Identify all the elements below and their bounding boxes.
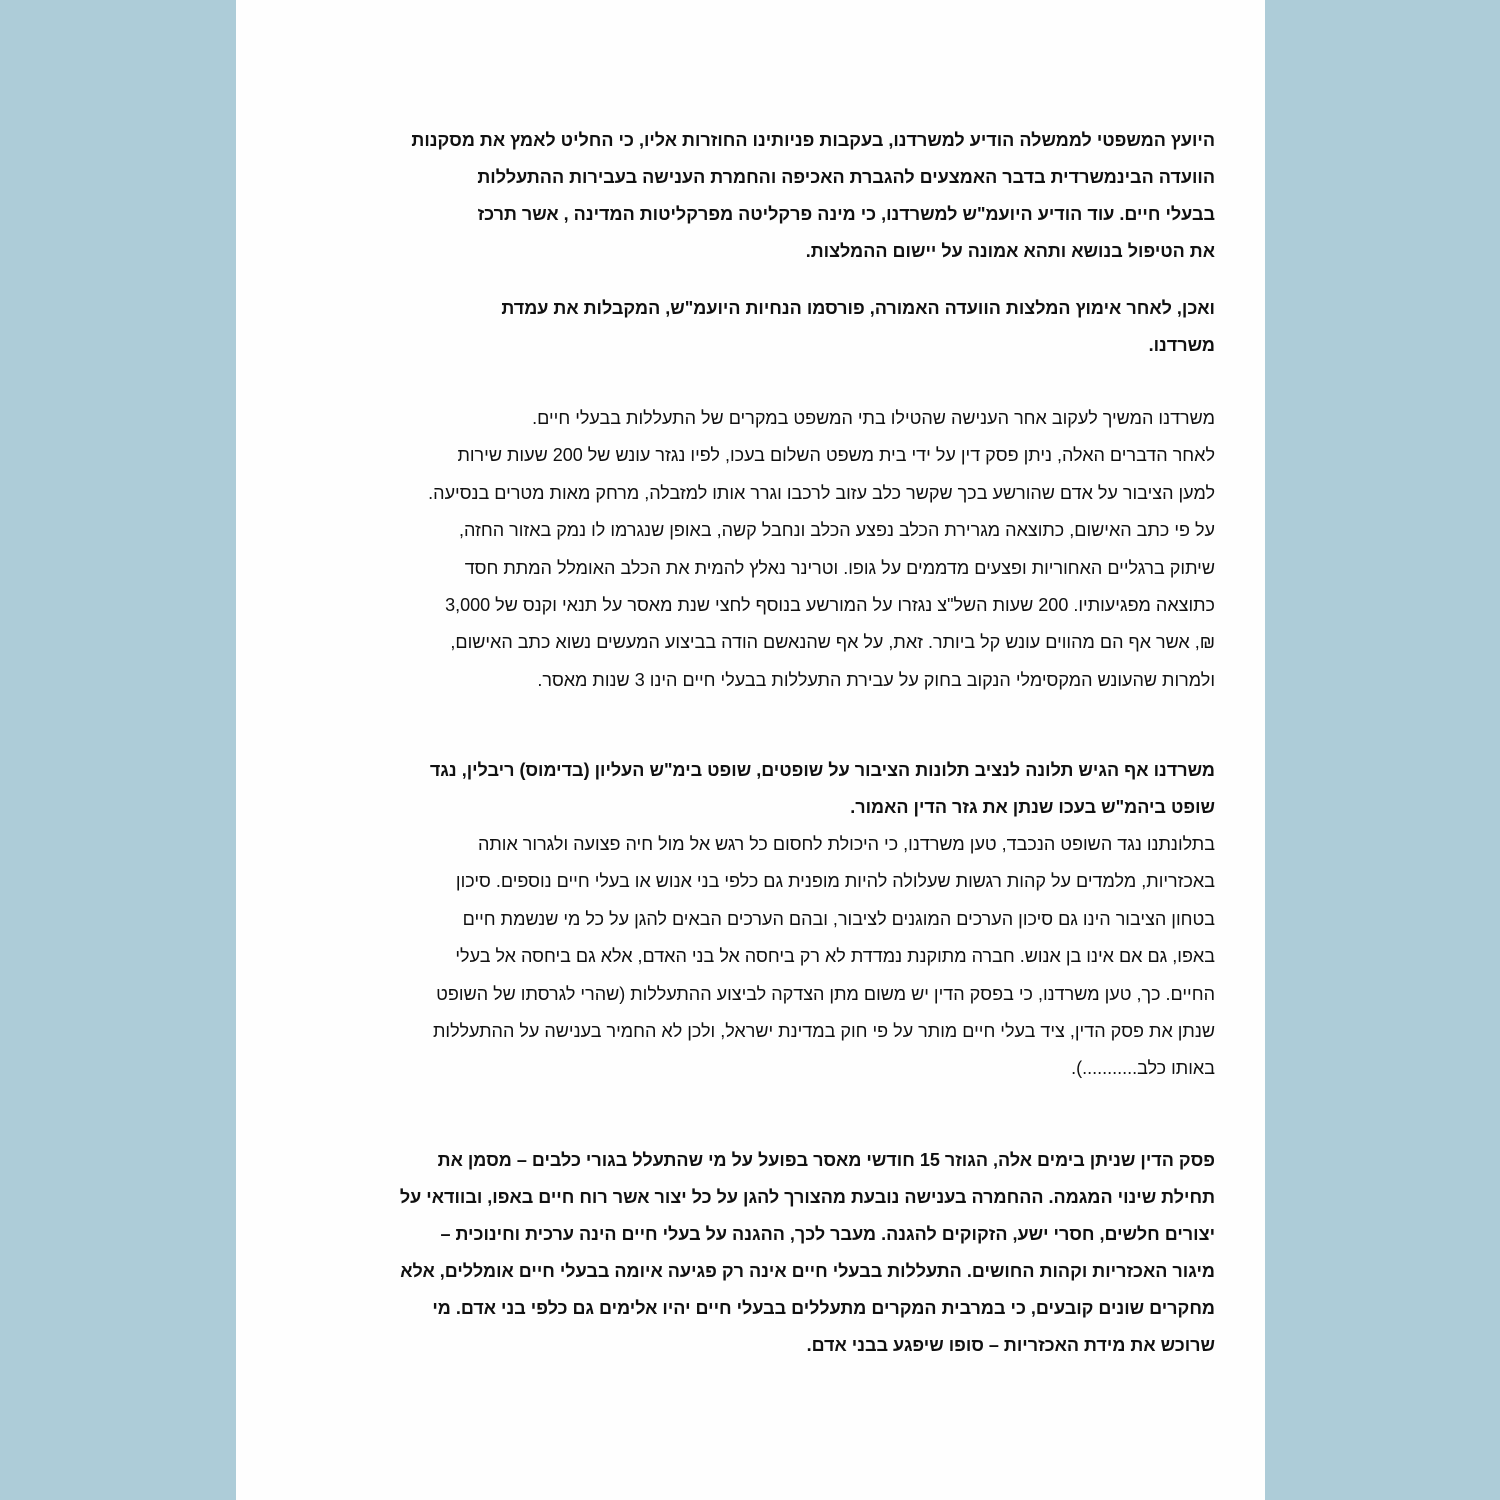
text-line: לאחר הדברים האלה, ניתן פסק דין על ידי בית משפט השלום בעכו, לפיו נגזר עונש של 200 שעות שירות xyxy=(457,445,1215,466)
text-line: על פי כתב האישום, כתוצאה מגרירת הכלב נפצע הכלב ונחבל קשה, באופן שנגרמו לו נמק באזור החזה, xyxy=(459,520,1215,541)
text-line: מיגור האכזריות וקהות החושים. התעללות בבעלי חיים אינה רק פגיעה איומה בבעלי חיים אומללים, אלא xyxy=(400,1261,1215,1281)
text-line: למען הציבור על אדם שהורשע בכך שקשר כלב עזוב לרכבו וגרר אותו למזבלה, מרחק מאות מטרים בנסיעה. xyxy=(428,482,1215,503)
text-line: ₪, אשר אף הם מהווים עונש קל ביותר. זאת, על אף שהנאשם הודה בביצוע המעשים נשוא כתב האישום, xyxy=(450,632,1215,653)
paragraph-new-ruling xyxy=(328,1142,1215,1364)
text-line: בטחון הציבור הינו גם סיכון הערכים המוגנים לציבור, ובהם הערכים הבאים להגן על כל מי שנשמת חיים xyxy=(462,908,1215,929)
text-line: ולמרות שהעונש המקסימלי הנקוב בחוק על עבירת התעללות בבעלי חיים הינו 3 שנות מאסר. xyxy=(537,669,1215,690)
text-line: משרדנו אף הגיש תלונה לנציב תלונות הציבור על שופטים, שופט בימ"ש העליון (בדימוס) ריבלין, נגד xyxy=(429,760,1215,780)
text-line: כתוצאה מפגיעותיו. 200 שעות השל"צ נגזרו על המורשע בנוסף לחצי שנת מאסר על תנאי וקנס של 3,000 xyxy=(445,595,1215,616)
text-line: פסק הדין שניתן בימים אלה, הגוזר 15 חודשי מאסר בפועל על מי שהתעלל בגורי כלבים – מסמן את xyxy=(437,1150,1215,1170)
paragraph-guidelines-published xyxy=(328,290,1215,364)
text-line: בבעלי חיים. עוד הודיע היועמ"ש למשרדנו, כי מינה פרקליטה מפרקליטות המדינה , אשר תרכז xyxy=(477,204,1215,224)
text-line: את הטיפול בנושא ותהא אמונה על יישום ההמלצות. xyxy=(805,241,1215,261)
text-line: באותו כלב...........). xyxy=(1071,1058,1215,1079)
text-line: משרדנו המשיך לעקוב אחר הענישה שהטילו בתי המשפט במקרים של התעללות בבעלי חיים. xyxy=(532,408,1215,428)
paragraph-complaint-arguments xyxy=(328,826,1215,1088)
text-line: תחילת שינוי המגמה. ההחמרה בענישה נובעת מהצורך להגן על כל יצור אשר רוח חיים באפו, ובוודאי על xyxy=(399,1187,1215,1207)
text-line: משרדנו. xyxy=(1148,335,1215,355)
text-line: שנתן את פסק הדין, ציד בעלי חיים מותר על פי חוק במדינת ישראל, ולכן לא החמיר בענישה על ההתעללות xyxy=(432,1021,1215,1042)
document-page xyxy=(236,0,1265,1500)
paragraph-complaint-filed xyxy=(328,752,1215,826)
text-line: שרוכש את מידת האכזריות – סופו שיפגע בבני אדם. xyxy=(806,1335,1215,1355)
text-line: שופט ביהמ"ש בעכו שנתן את גזר הדין האמור. xyxy=(850,797,1215,817)
text-line: ואכן, לאחר אימוץ המלצות הוועדה האמורה, פורסמו הנחיות היועמ"ש, המקבלות את עמדת xyxy=(501,298,1215,318)
text-line: החיים. כך, טען משרדנו, כי בפסק הדין יש משום מתן הצדקה לביצוע ההתעללות (שהרי לגרסתו של השופט xyxy=(436,983,1215,1004)
paragraph-acre-court-case xyxy=(328,400,1215,699)
text-line: שיתוק ברגליים האחוריות ופצעים מדממים על גופו. וטרינר נאלץ להמית את הכלב האומלל המתת חסד xyxy=(464,557,1215,578)
text-line: מחקרים שונים קובעים, כי במרבית המקרים מתעללים בבעלי חיים יהיו אלימים גם כלפי בני אדם. מי xyxy=(432,1298,1215,1318)
text-line: היועץ המשפטי לממשלה הודיע למשרדנו, בעקבות פניותינו החוזרות אליו, כי החליט לאמץ את מסקנות xyxy=(411,130,1215,150)
paragraph-ag-announcement xyxy=(328,122,1215,270)
text-line: באכזריות, מלמדים על קהות רגשות שעלולה להיות מופנית גם כלפי בני אנוש או בעלי חיים נוספים. סיכון xyxy=(455,871,1215,892)
text-line: יצורים חלשים, חסרי ישע, הזקוקים להגנה. מעבר לכך, ההגנה על בעלי חיים הינה ערכית וחינוכית – xyxy=(440,1224,1215,1244)
text-line: הוועדה הבינמשרדית בדבר האמצעים להגברת האכיפה והחמרת הענישה בעבירות ההתעללות xyxy=(477,167,1215,187)
text-line: באפו, גם אם אינו בן אנוש. חברה מתוקנת נמדדת לא רק ביחסה אל בני האדם, אלא גם ביחסה אל בעלי xyxy=(455,946,1215,967)
text-line: בתלונתנו נגד השופט הנכבד, טען משרדנו, כי היכולת לחסום כל רגש אל מול חיה פצועה ולגרור אותה xyxy=(477,834,1215,854)
